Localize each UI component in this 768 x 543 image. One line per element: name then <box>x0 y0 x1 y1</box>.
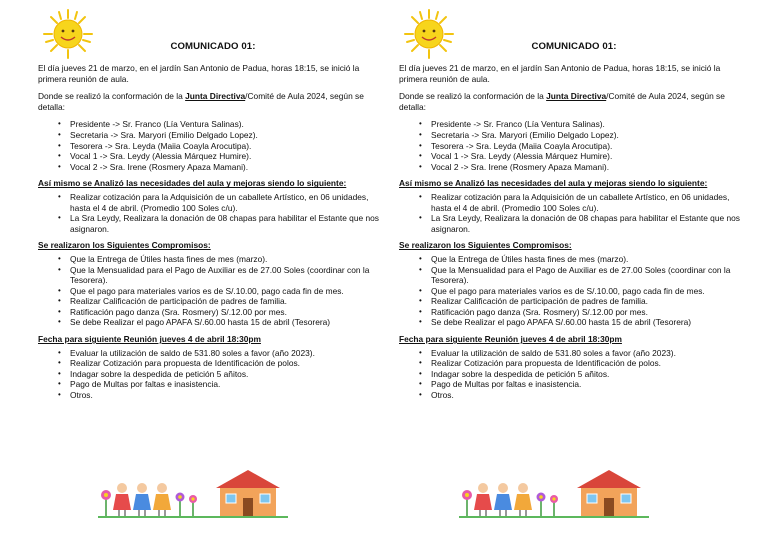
next-meeting-heading: Fecha para siguiente Reunión jueves 4 de abril 18:30pm <box>399 334 622 345</box>
list-item: • Que el pago para materiales varios es de S/.10.00, pago cada fin de mes. <box>431 286 744 297</box>
list-item: • Se debe Realizar el pago APAFA S/.60.00 hasta 15 de abril (Tesorera) <box>431 317 744 328</box>
list-item: • Presidente -> Sr. Franco (Lía Ventura Salinas). <box>431 119 744 130</box>
commitments-list <box>399 254 744 328</box>
list-item: • Que el pago para materiales varios es de S/.10.00, pago cada fin de mes. <box>70 286 383 297</box>
list-item: • Realizar Calificación de participación de padres de familia. <box>431 296 744 307</box>
list-item: • Realizar Cotización para propuesta de Identificación de polos. <box>431 358 744 369</box>
list-item: • Presidente -> Sr. Franco (Lía Ventura Salinas). <box>70 119 383 130</box>
list-item: • Vocal 1 -> Sra. Leydy (Alessia Márquez Humire). <box>431 151 744 162</box>
kids-house-illustration <box>459 468 649 518</box>
needs-list <box>399 192 744 234</box>
announcement-left <box>38 0 388 543</box>
announcement-body <box>38 63 383 407</box>
list-item: • Que la Entrega de Útiles hasta fines de mes (marzo). <box>431 254 744 265</box>
sun-icon <box>403 8 455 60</box>
board-paragraph <box>399 91 744 112</box>
house-icon <box>216 470 280 516</box>
commitments-heading: Se realizaron los Siguientes Compromisos: <box>38 240 211 251</box>
board-text-strong: Junta Directiva <box>546 91 607 102</box>
commitments-heading: Se realizaron los Siguientes Compromisos: <box>399 240 572 251</box>
board-text-pre: Donde se realizó la conformación de la <box>38 91 186 102</box>
board-text-post: /Comité de Aula 2024, según se detalla: <box>38 91 364 112</box>
list-item: • Indagar sobre la despedida de petición 5 añitos. <box>70 369 383 380</box>
flower-icon <box>189 495 197 516</box>
list-item: • Que la Entrega de Útiles hasta fines de mes (marzo). <box>70 254 383 265</box>
sun-icon <box>42 8 94 60</box>
next-meeting-heading: Fecha para siguiente Reunión jueves 4 de abril 18:30pm <box>38 334 261 345</box>
announcement-title: COMUNICADO 01: <box>170 41 256 52</box>
list-item: • Otros. <box>431 390 744 401</box>
list-item: • Realizar cotización para la Adquisición de un caballete Artístico, en 06 unidades, hasta el 4 de abril. (Promedio 100 Soles c/u). <box>431 192 744 213</box>
commitments-list <box>38 254 383 328</box>
flower-icon <box>101 490 111 516</box>
board-text-pre: Donde se realizó la conformación de la <box>399 91 547 102</box>
list-item: • Realizar Calificación de participación de padres de familia. <box>70 296 383 307</box>
child-icon <box>494 483 512 517</box>
list-item: • Realizar Cotización para propuesta de Identificación de polos. <box>70 358 383 369</box>
flower-icon <box>462 490 472 516</box>
list-item: • Tesorera -> Sra. Leyda (Maiia Coayla Arocutipa). <box>70 141 383 152</box>
list-item: • Que la Mensualidad para el Pago de Auxiliar es de 27.00 Soles (coordinar con la Tesorera). <box>70 265 383 286</box>
list-item: • Evaluar la utilización de saldo de 531.80 soles a favor (año 2023). <box>70 348 383 359</box>
child-icon <box>133 483 151 517</box>
list-item: • Vocal 2 -> Sra. Irene (Rosmery Apaza Mamani). <box>431 162 744 173</box>
announcement-title: COMUNICADO 01: <box>531 41 617 52</box>
list-item: • Evaluar la utilización de saldo de 531.80 soles a favor (año 2023). <box>431 348 744 359</box>
list-item: • Tesorera -> Sra. Leyda (Maiia Coayla Arocutipa). <box>431 141 744 152</box>
child-icon <box>113 483 131 517</box>
flower-icon <box>537 493 546 517</box>
flower-icon <box>550 495 558 516</box>
list-item: • Otros. <box>70 390 383 401</box>
needs-heading: Así mismo se Analizó las necesidades del aula y mejoras siendo lo siguiente: <box>38 178 347 189</box>
list-item: • La Sra Leydy, Realizara la donación de 08 chapas para habilitar el Estante que nos asignaron. <box>431 213 744 234</box>
announcement-body <box>399 63 744 407</box>
needs-heading: Así mismo se Analizó las necesidades del aula y mejoras siendo lo siguiente: <box>399 178 708 189</box>
intro-paragraph: El día jueves 21 de marzo, en el jardín San Antonio de Padua, horas 18:15, se inició la primera reunión de aula. <box>38 63 360 84</box>
list-item: • Ratificación pago danza (Sra. Rosmery) S/.12.00 por mes. <box>431 307 744 318</box>
next-meeting-list <box>399 348 744 401</box>
list-item: • Pago de Multas por faltas e inasistencia. <box>431 379 744 390</box>
kids-house-illustration <box>98 468 288 518</box>
list-item: • Secretaria -> Sra. Maryori (Emilio Delgado Lopez). <box>431 130 744 141</box>
child-icon <box>514 483 532 517</box>
list-item: • Que la Mensualidad para el Pago de Auxiliar es de 27.00 Soles (coordinar con la Tesorera). <box>431 265 744 286</box>
announcement-right <box>399 0 749 543</box>
board-members-list <box>399 119 744 172</box>
intro-paragraph: El día jueves 21 de marzo, en el jardín San Antonio de Padua, horas 18:15, se inició la primera reunión de aula. <box>399 63 721 84</box>
house-icon <box>577 470 641 516</box>
board-text-post: /Comité de Aula 2024, según se detalla: <box>399 91 725 112</box>
child-icon <box>153 483 171 517</box>
list-item: • Vocal 1 -> Sra. Leydy (Alessia Márquez Humire). <box>70 151 383 162</box>
list-item: • La Sra Leydy, Realizara la donación de 08 chapas para habilitar el Estante que nos asignaron. <box>70 213 383 234</box>
list-item: • Realizar cotización para la Adquisición de un caballete Artístico, en 06 unidades, hasta el 4 de abril. (Promedio 100 Soles c/u). <box>70 192 383 213</box>
needs-list <box>38 192 383 234</box>
list-item: • Vocal 2 -> Sra. Irene (Rosmery Apaza Mamani). <box>70 162 383 173</box>
flower-icon <box>176 493 185 517</box>
list-item: • Pago de Multas por faltas e inasistencia. <box>70 379 383 390</box>
list-item: • Indagar sobre la despedida de petición 5 añitos. <box>431 369 744 380</box>
list-item: • Se debe Realizar el pago APAFA S/.60.00 hasta 15 de abril (Tesorera) <box>70 317 383 328</box>
board-paragraph <box>38 91 383 112</box>
child-icon <box>474 483 492 517</box>
board-text-strong: Junta Directiva <box>185 91 246 102</box>
list-item: • Ratificación pago danza (Sra. Rosmery) S/.12.00 por mes. <box>70 307 383 318</box>
board-members-list <box>38 119 383 172</box>
list-item: • Secretaria -> Sra. Maryori (Emilio Delgado Lopez). <box>70 130 383 141</box>
next-meeting-list <box>38 348 383 401</box>
